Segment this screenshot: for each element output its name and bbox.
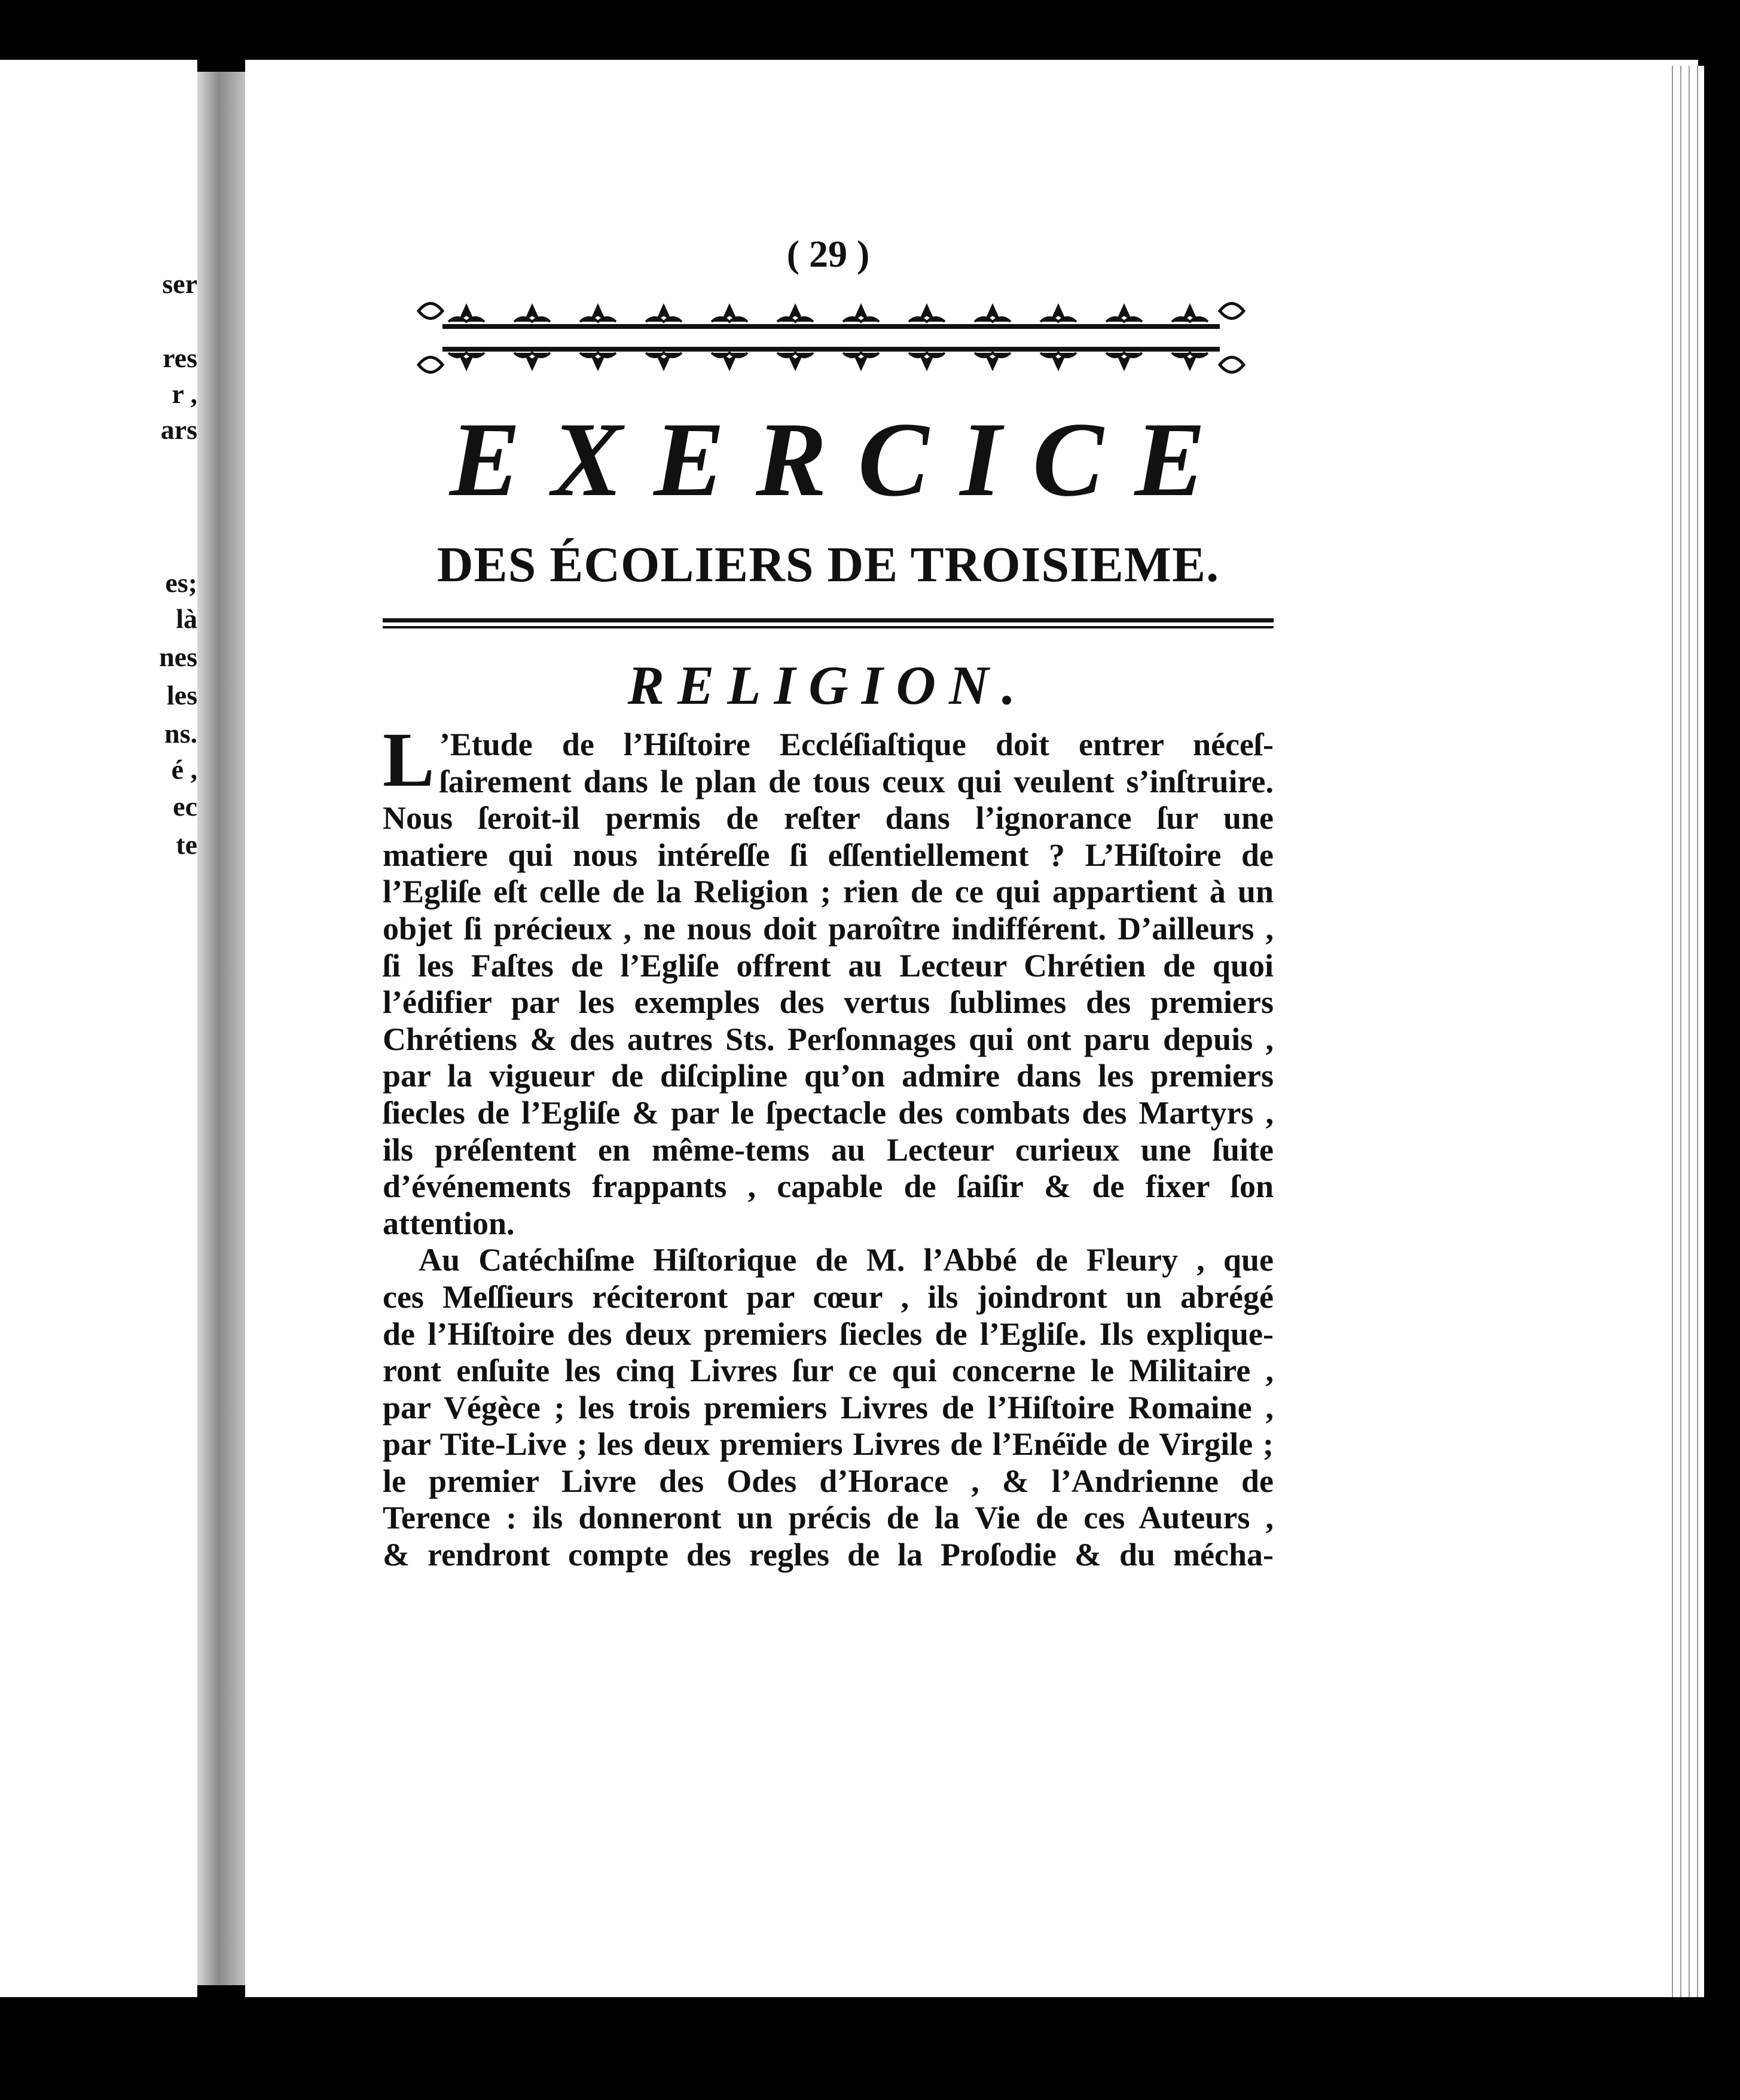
text-line: l’Egliſe eſt celle de la Religion ; rien de ce qui appartient à un — [383, 874, 1274, 910]
fleuron-ornament — [646, 306, 682, 322]
text-line: ront enſuite les cinq Livres ſur ce qui concerne le Militaire , — [383, 1353, 1274, 1389]
fleuron-ornament — [1040, 353, 1076, 368]
text-line: Au Catéchiſme Hiſtorique de M. l’Abbé de Fleury , que — [419, 1242, 1274, 1278]
text-line: ils préſentent en même-tems au Lecteur curieux une ſuite — [383, 1131, 1274, 1168]
fragment-line: res — [163, 343, 197, 373]
text-line: attention. — [383, 1205, 515, 1241]
fleuron-ornament — [1172, 306, 1208, 322]
fleuron-ornament — [843, 353, 879, 368]
fleuron-ornament — [580, 306, 616, 322]
text-line: le premier Livre des Odes d’Horace , & l’Andrienne de — [383, 1463, 1274, 1499]
fragment-line: les — [166, 680, 197, 710]
text-line: ces Meſſieurs réciteront par cœur , ils joindront un abrégé — [383, 1278, 1274, 1315]
main-title: EXERCICE — [449, 400, 1237, 518]
fragment-line: ars — [160, 414, 197, 445]
facing-page-left — [0, 60, 197, 1997]
fleuron-ornament — [909, 353, 945, 368]
section-title: RELIGION. — [627, 655, 1029, 716]
fragment-line: é , — [171, 754, 197, 785]
fleuron-ornament — [712, 306, 747, 322]
text-line: l’édifier par les exemples des vertus ſublimes des premiers — [383, 984, 1274, 1021]
text-line: ſi les Faſtes de l’Egliſe offrent au Lecteur Chrétien de quoi — [383, 947, 1274, 984]
decorative-headpiece — [407, 293, 1256, 383]
fragment-line: là — [176, 603, 197, 634]
fleuron-ornament — [1172, 353, 1208, 368]
text-line: par Tite-Live ; les deux premiers Livres de l’Enéïde de Virgile ; — [383, 1426, 1274, 1463]
fleuron-ornament — [975, 306, 1011, 322]
text-line: ſiecles de l’Egliſe & par le ſpectacle des combats des Martyrs , — [383, 1094, 1274, 1131]
fleuron-ornament — [1040, 306, 1076, 322]
fragment-line: ns. — [164, 718, 197, 749]
book-page — [245, 60, 1698, 1997]
text-line: ſairement dans le plan de tous ceux qui veulent s’inſtruire. — [439, 763, 1274, 799]
text-line: objet ſi précieux , ne nous doit paroître indifférent. D’ailleurs , — [383, 910, 1274, 947]
page-number: ( 29 ) — [786, 233, 870, 275]
drop-cap: L — [383, 717, 435, 803]
subtitle: DES ÉCOLIERS DE TROISIEME. — [436, 537, 1220, 593]
fleuron-ornament — [448, 306, 484, 322]
fleuron-ornament — [712, 353, 747, 368]
book-gutter-shadow — [197, 72, 251, 1985]
page-edge-stack — [1668, 66, 1704, 1997]
text-line: par Végèce ; les trois premiers Livres de l’Hiſtoire Romaine , — [383, 1389, 1274, 1426]
text-line: par la vigueur de diſcipline qu’on admire dans les premiers — [383, 1058, 1274, 1094]
fleuron-ornament — [909, 306, 945, 322]
fragment-line: nes — [159, 642, 197, 672]
double-rule-divider — [383, 618, 1274, 628]
fleuron-ornament — [1106, 306, 1142, 322]
fleuron-ornament — [777, 353, 813, 368]
fleuron-ornament — [514, 306, 550, 322]
text-line: de l’Hiſtoire des deux premiers ſiecles de l’Egliſe. Ils explique- — [383, 1315, 1274, 1352]
fleuron-ornament — [1106, 353, 1142, 368]
text-line: Nous ſeroit-il permis de reſter dans l’ignorance ſur une — [383, 800, 1274, 837]
fleuron-ornament — [646, 353, 682, 368]
fleuron-ornament — [448, 353, 484, 368]
fleuron-ornament — [514, 353, 550, 368]
fragment-line: ser — [162, 268, 197, 299]
fleuron-ornament — [843, 306, 879, 322]
paragraph — [383, 717, 1274, 1242]
text-line: & rendront compte des regles de la Proſodie & du mécha- — [383, 1537, 1274, 1573]
fragment-line: r , — [172, 379, 197, 409]
text-line: Terence : ils donneront un précis de la Vie de ces Auteurs , — [383, 1500, 1274, 1536]
fragment-line: te — [176, 829, 197, 860]
fragment-line: ec — [173, 791, 197, 822]
fleuron-ornament — [580, 353, 616, 368]
text-line: d’événements frappants , capable de ſaiſir & de fixer ſon — [383, 1168, 1274, 1205]
fleuron-ornament — [777, 306, 813, 322]
fragment-line: es; — [165, 567, 197, 598]
text-line: ’Etude de l’Hiſtoire Eccléſiaſtique doit entrer néceſ- — [439, 727, 1274, 762]
text-line: matiere qui nous intéreſſe ſi eſſentiellement ? L’Hiſtoire de — [383, 837, 1274, 873]
fleuron-ornament — [975, 353, 1011, 368]
paragraph — [383, 1242, 1274, 1573]
text-line: Chrétiens & des autres Sts. Perſonnages qui ont paru depuis , — [383, 1021, 1274, 1057]
page-content — [383, 227, 1274, 1574]
